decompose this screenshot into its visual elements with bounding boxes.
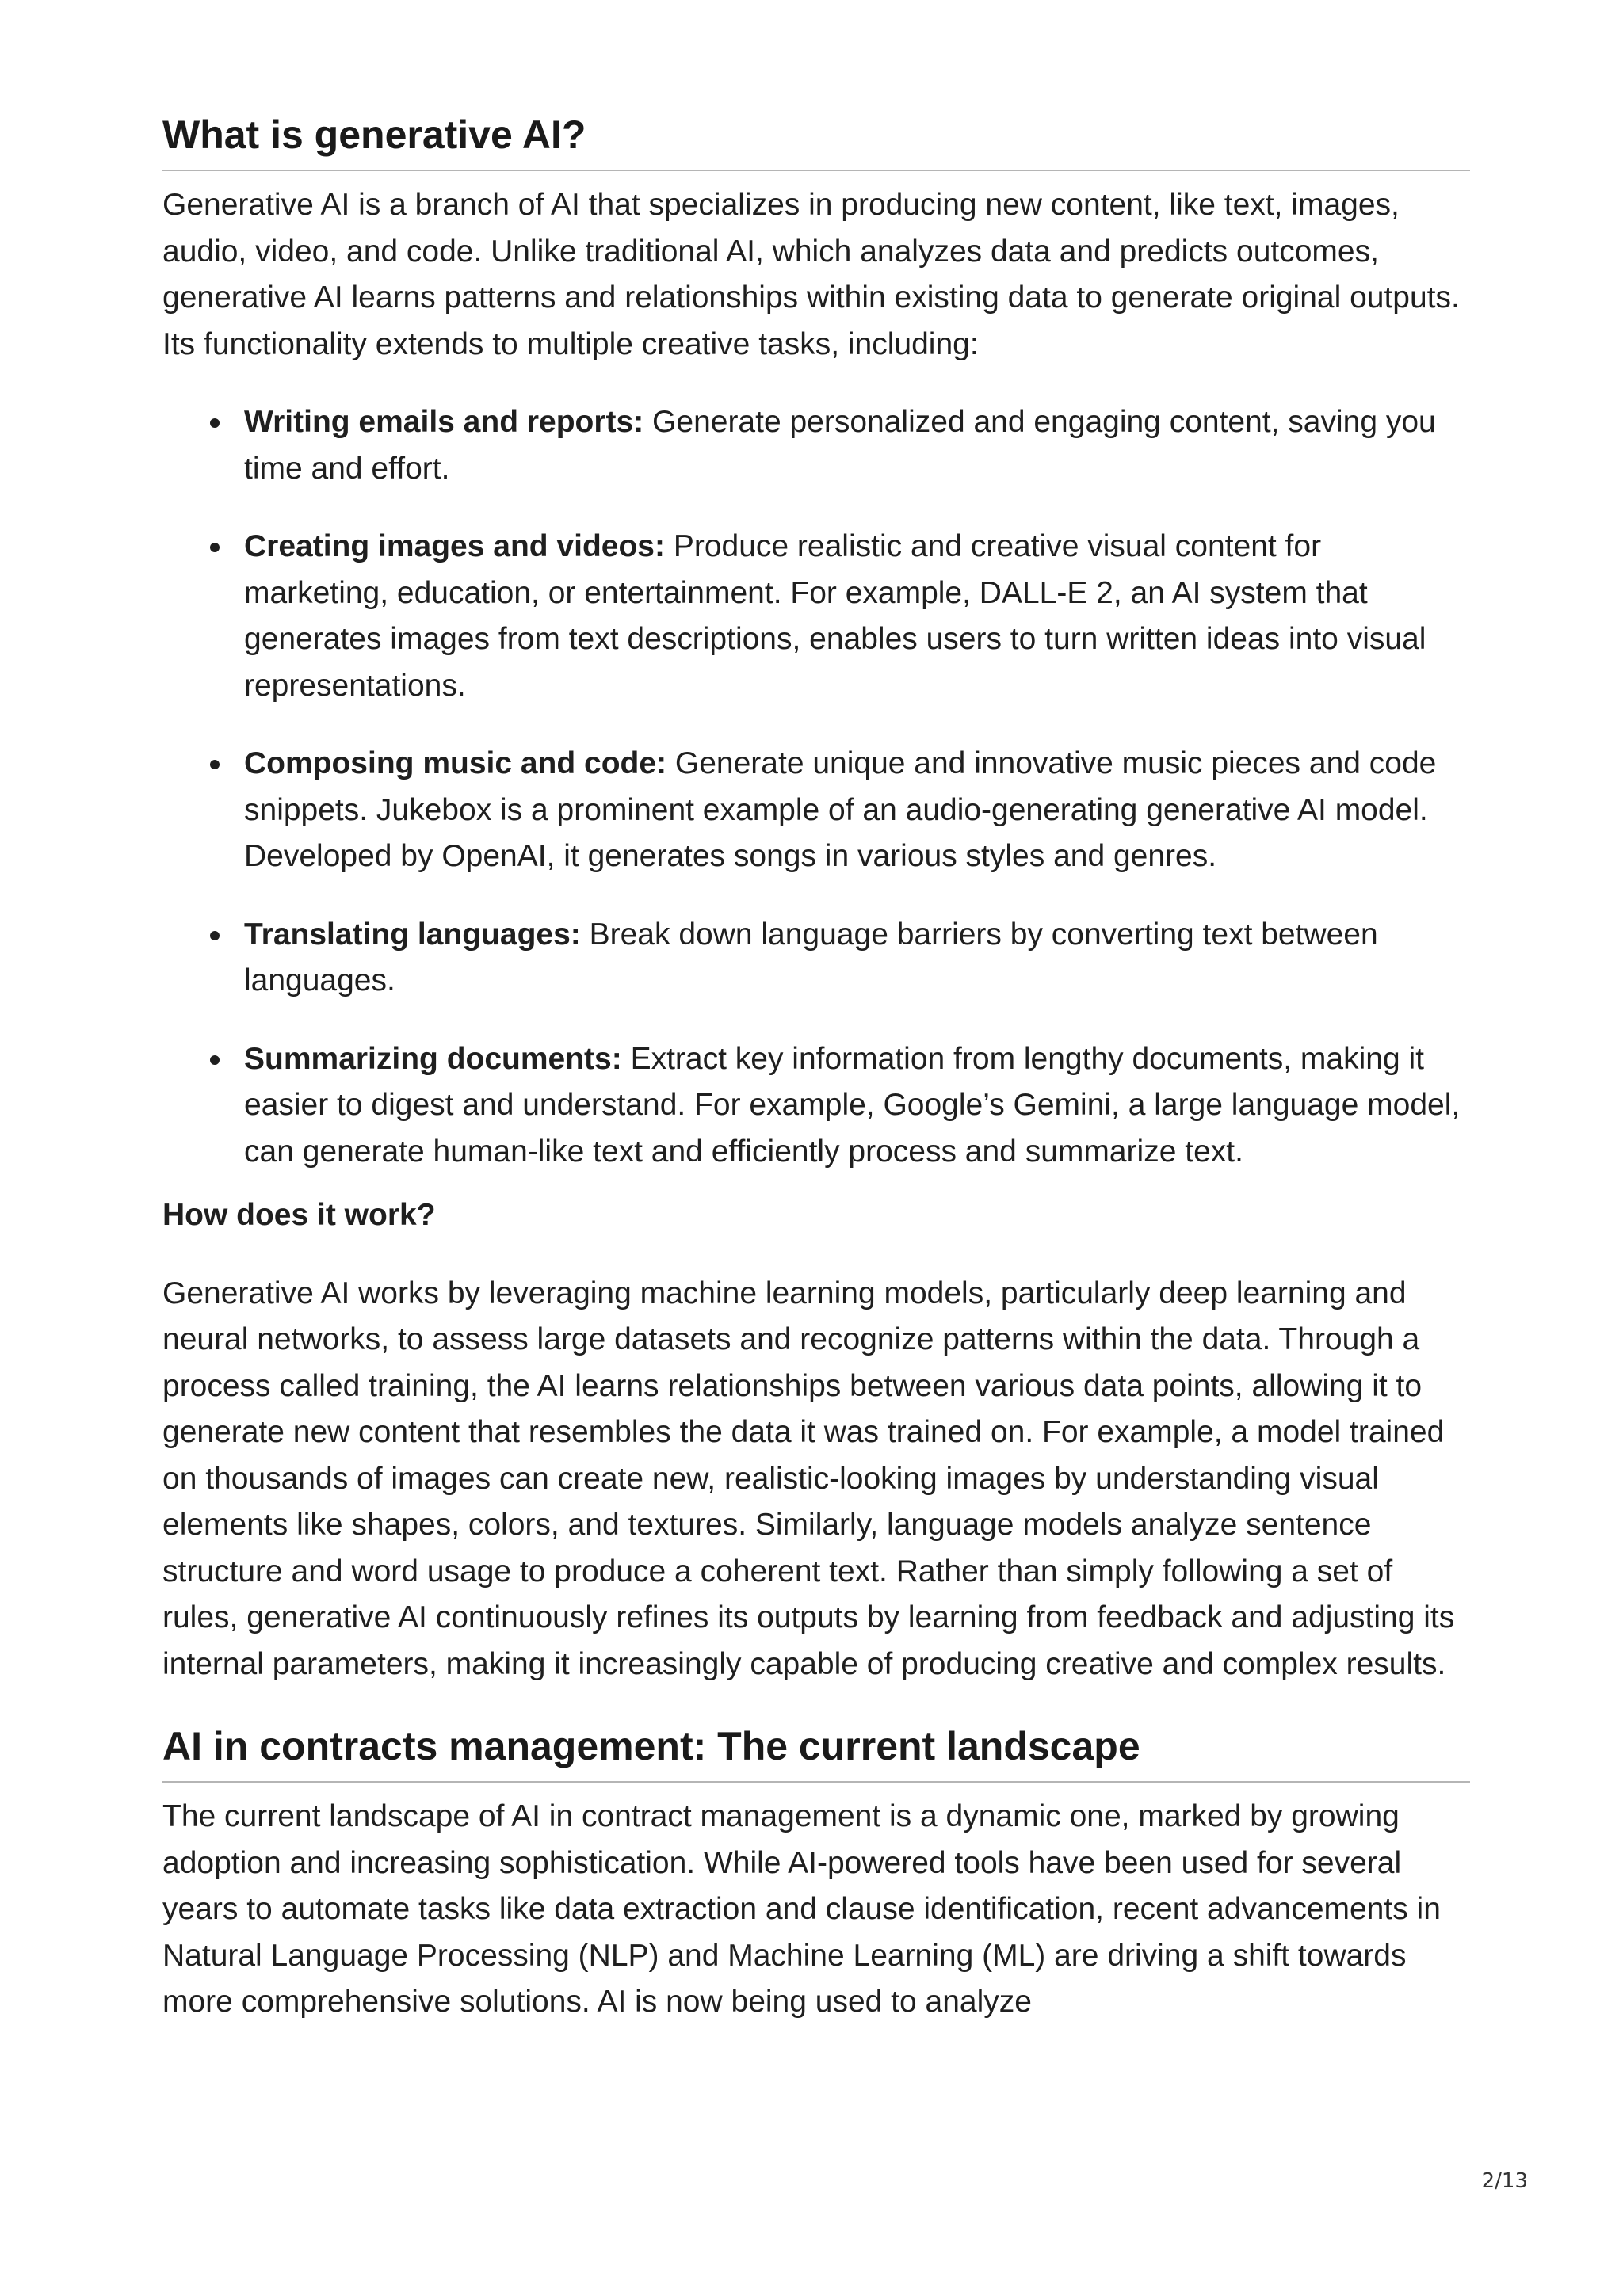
bullet-term: Translating languages: <box>244 917 581 952</box>
section-heading-contracts-landscape: AI in contracts management: The current landscape <box>162 1722 1470 1783</box>
list-item <box>244 1036 1470 1176</box>
capabilities-list <box>162 399 1470 1175</box>
bullet-term: Summarizing documents: <box>244 1041 622 1076</box>
bullet-term: Composing music and code: <box>244 746 667 780</box>
list-item <box>244 399 1470 492</box>
bullet-term: Creating images and videos: <box>244 529 665 563</box>
how-it-works-paragraph: Generative AI works by leveraging machine learning models, particularly deep learning and neural networks, to assess large datasets and recognize patterns within the data. Through a process called training, the AI learns relationships between various data points, allowing it to generate new content that resembles the data it was trained on. For example, a model trained on thousands of images can create new, realistic-looking images by understanding visual elements like shapes, colors, and textures. Similarly, language models analyze sentence structure and word usage to produce a coherent text. Rather than simply following a set of rules, generative AI continuously refines its outputs by learning from feedback and adjusting its internal parameters, making it increasingly capable of producing creative and complex results. <box>162 1276 1455 1681</box>
bullet-text: Break down language barriers by converting text between languages. <box>244 917 1378 997</box>
bullet-text: Generate unique and innovative music pieces and code snippets. Jukebox is a prominent example of an audio-generating generative AI model. Developed by OpenAI, it generates songs in various styles and genres. <box>244 746 1437 873</box>
document-page <box>162 111 1470 2026</box>
list-item <box>244 912 1470 1005</box>
intro-paragraph: Generative AI is a branch of AI that specializes in producing new content, like text, images, audio, video, and code. Unlike traditional AI, which analyzes data and predicts outcomes, generative AI learns patterns and relationships within existing data to generate original outputs. Its functionality extends to multiple creative tasks, including: <box>162 188 1460 361</box>
section-heading-generative-ai: What is generative AI? <box>162 111 1470 171</box>
bullet-text: Produce realistic and creative visual content for marketing, education, or entertainment. For example, DALL-E 2, an AI system that generates images from text descriptions, enables users to turn written ideas into visual representations. <box>244 529 1426 703</box>
page-number: 2/13 <box>1481 2169 1528 2193</box>
subheading-how-it-works: How does it work? <box>162 1198 436 1232</box>
list-item <box>244 524 1470 709</box>
landscape-paragraph: The current landscape of AI in contract management is a dynamic one, marked by growing adoption and increasing sophistication. While AI-powered tools have been used for several years to automate tasks like data extraction and clause identification, recent advancements in Natural Language Processing (NLP) and Machine Learning (ML) are driving a shift towards more comprehensive solutions. AI is now being used to analyze <box>162 1799 1441 2019</box>
bullet-text: Generate personalized and engaging content, saving you time and effort. <box>244 405 1436 486</box>
list-item <box>244 741 1470 880</box>
bullet-term: Writing emails and reports: <box>244 405 644 439</box>
bullet-text: Extract key information from lengthy documents, making it easier to digest and understand. For example, Google’s Gemini, a large language model, can generate human-like text and efficiently process and summarize text. <box>244 1041 1461 1169</box>
